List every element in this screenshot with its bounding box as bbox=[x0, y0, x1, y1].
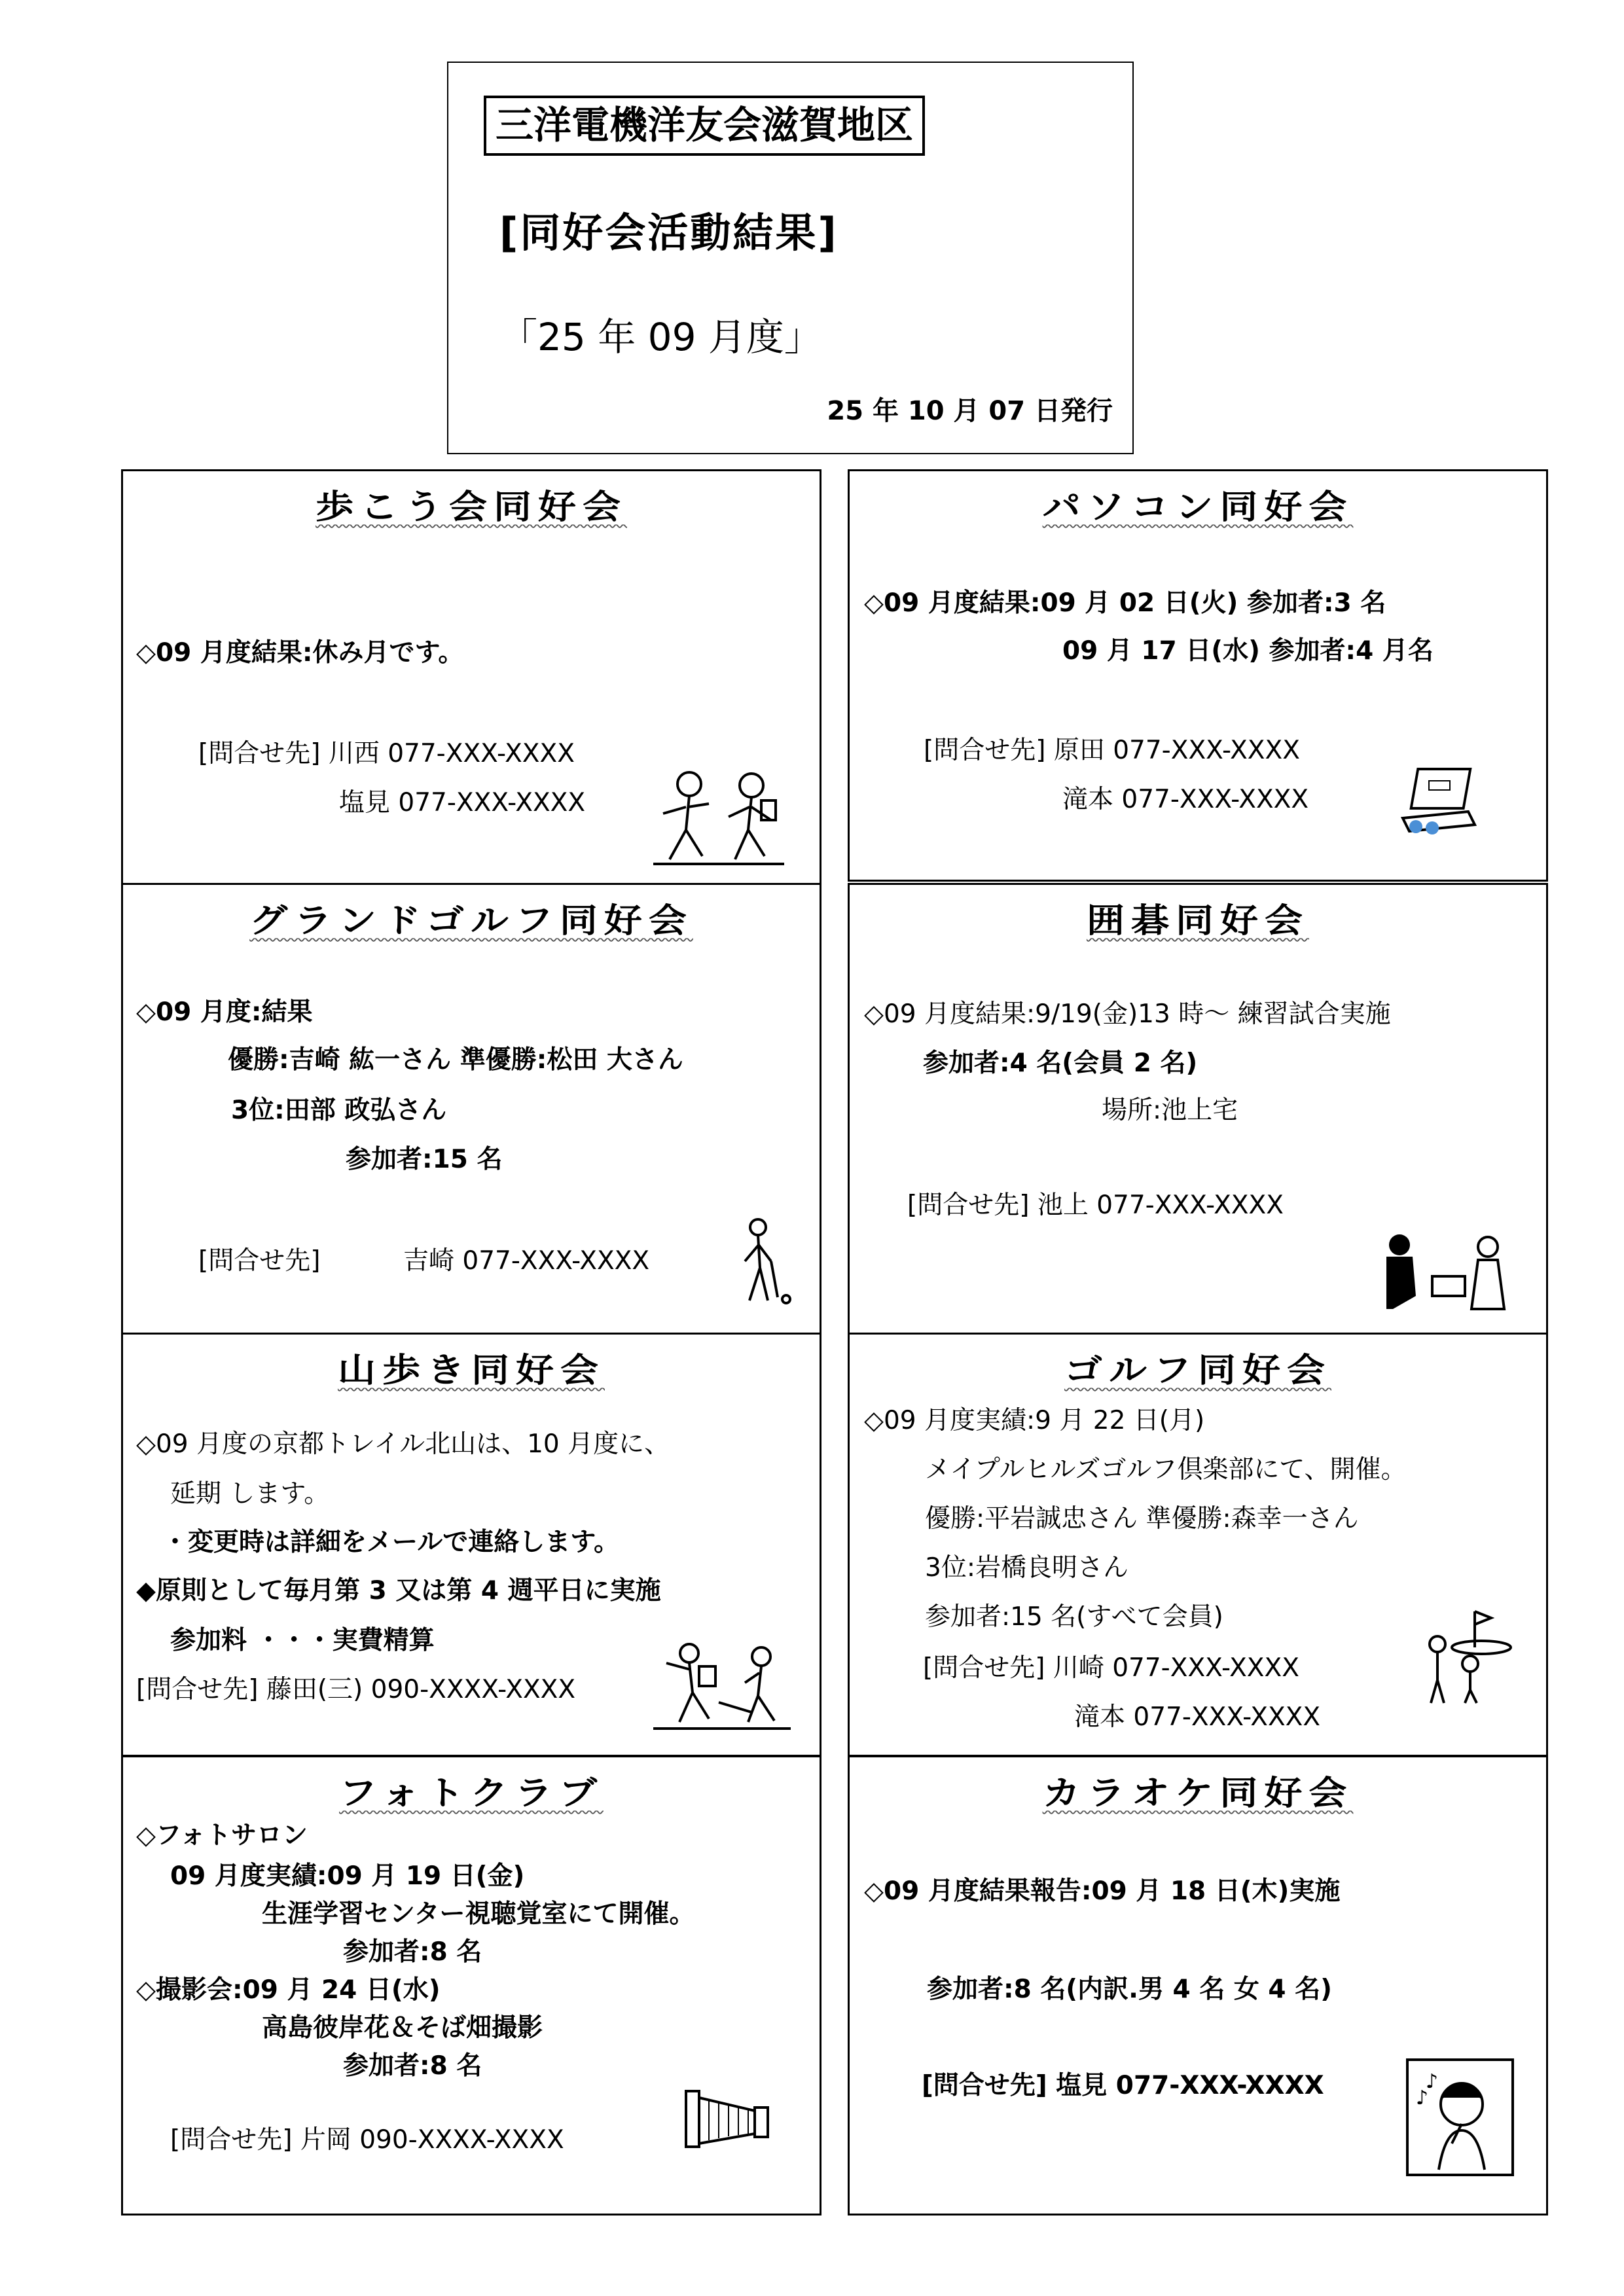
contact-line: [問合せ先] 藤田(三) 090-XXXX-XXXX bbox=[136, 1675, 576, 1704]
contact-line: [問合せ先] 川崎 077-XXX-XXXX bbox=[923, 1653, 1299, 1683]
result-line: 優勝:吉崎 紘一さん 準優勝:松田 大さん bbox=[228, 1045, 683, 1075]
club-title: パソコン同好会 bbox=[1042, 487, 1354, 527]
club-title: 囲碁同好会 bbox=[1086, 901, 1309, 941]
result-line: メイプルヒルズゴルフ倶楽部にて、開催。 bbox=[925, 1455, 1407, 1484]
participants-line: 参加者:15 名(すべて会員) bbox=[925, 1602, 1223, 1632]
section-line: ◇フォトサロン bbox=[136, 1821, 308, 1850]
walking-people-icon bbox=[650, 764, 787, 869]
contact-line: 塩見 077-XXX-XXXX bbox=[339, 788, 586, 817]
bellows-camera-icon bbox=[683, 2088, 774, 2153]
club-photo bbox=[121, 1755, 821, 2215]
svg-text:♪: ♪ bbox=[1426, 2070, 1439, 2093]
contact-line: [問合せ先] 原田 077-XXX-XXXX bbox=[924, 736, 1300, 765]
club-title: カラオケ同好会 bbox=[1042, 1773, 1354, 1813]
notice-line: 延期 します。 bbox=[170, 1479, 330, 1509]
result-line: 優勝:平岩誠忠さん 準優勝:森幸一さん bbox=[925, 1504, 1359, 1534]
notice-line: ◇09 月度の京都トレイル北山は、10 月度に、 bbox=[136, 1429, 670, 1459]
participants-line: 参加者:8 名(内訳.男 4 名 女 4 名) bbox=[927, 1975, 1332, 2004]
contact-line: 滝本 077-XXX-XXXX bbox=[1074, 1702, 1321, 1732]
result-line: ◇09 月度実績:9 月 22 日(月) bbox=[864, 1406, 1205, 1435]
result-line: 高島彼岸花＆そば畑撮影 bbox=[262, 2013, 543, 2043]
club-title: 歩こう会同好会 bbox=[315, 487, 627, 527]
club-golf bbox=[848, 1333, 1548, 1757]
club-title: ゴルフ同好会 bbox=[1064, 1350, 1331, 1390]
participants-line: 参加者:8 名 bbox=[343, 1937, 482, 1967]
svg-text:♪: ♪ bbox=[1416, 2087, 1429, 2109]
result-line: ◇09 月度結果:9/19(金)13 時～ 練習試合実施 bbox=[864, 999, 1391, 1029]
result-line: 09 月度実績:09 月 19 日(金) bbox=[170, 1861, 525, 1891]
result-line: ◇09 月度結果:09 月 02 日(火) 参加者:3 名 bbox=[864, 588, 1386, 618]
club-go bbox=[848, 883, 1548, 1335]
result-line: ◇09 月度:結果 bbox=[136, 997, 313, 1027]
golf-flag-icon bbox=[1419, 1608, 1517, 1706]
result-line: 3位:岩橋良明さん bbox=[925, 1553, 1128, 1583]
contact-line: 滝本 077-XXX-XXXX bbox=[1062, 785, 1309, 814]
organization-name: 三洋電機洋友会滋賀地区 bbox=[484, 96, 925, 156]
singer-icon bbox=[1406, 2058, 1514, 2176]
issue-date: 25 年 10 月 07 日発行 bbox=[827, 396, 1113, 426]
report-period: 「25 年 09 月度」 bbox=[499, 315, 822, 359]
notice-line: ・変更時は詳細をメールで連絡します。 bbox=[162, 1528, 620, 1557]
club-title: 山歩き同好会 bbox=[337, 1350, 605, 1390]
golfer-icon bbox=[735, 1215, 794, 1307]
go-players-icon bbox=[1380, 1230, 1511, 1316]
club-pc bbox=[848, 469, 1548, 882]
contact-line: [問合せ先] 片岡 090-XXXX-XXXX bbox=[170, 2125, 564, 2155]
contact-line: 吉崎 077-XXX-XXXX bbox=[403, 1246, 650, 1276]
club-karaoke bbox=[848, 1755, 1548, 2215]
place-line: 場所:池上宅 bbox=[1102, 1096, 1238, 1125]
result-line: ◇09 月度結果報告:09 月 18 日(木)実施 bbox=[864, 1876, 1341, 1906]
newsletter-header bbox=[447, 62, 1134, 454]
newsletter-subtitle: [同好会活動結果] bbox=[499, 209, 839, 257]
contact-line: [問合せ先] 川西 077-XXX-XXXX bbox=[198, 739, 575, 768]
result-line: 3位:田部 政弘さん bbox=[231, 1096, 447, 1125]
result-line: 09 月 17 日(水) 参加者:4 月名 bbox=[1062, 636, 1434, 666]
contact-line: [問合せ先] bbox=[198, 1246, 321, 1276]
club-ground-golf bbox=[121, 883, 821, 1335]
club-title: フォトクラブ bbox=[339, 1773, 604, 1813]
participants-line: 参加者:4 名(会員 2 名) bbox=[923, 1049, 1198, 1078]
club-mountain bbox=[121, 1333, 821, 1757]
laptop-icon bbox=[1390, 762, 1481, 841]
notice-line: ◆原則として毎月第 3 又は第 4 週平日に実施 bbox=[136, 1576, 661, 1605]
contact-line: [問合せ先] 塩見 077-XXX-XXXX bbox=[922, 2071, 1324, 2100]
fee-line: 参加料 ・・・実費精算 bbox=[170, 1626, 435, 1655]
club-title: グランドゴルフ同好会 bbox=[249, 901, 693, 941]
participants-line: 参加者:15 名 bbox=[346, 1145, 503, 1174]
club-walking bbox=[121, 469, 821, 885]
result-line: 生涯学習センター視聴覚室にて開催。 bbox=[262, 1899, 695, 1929]
participants-line: 参加者:8 名 bbox=[343, 2051, 482, 2081]
section-line: ◇撮影会:09 月 24 日(水) bbox=[136, 1975, 441, 2005]
hikers-icon bbox=[653, 1637, 791, 1735]
contact-line: [問合せ先] 池上 077-XXX-XXXX bbox=[907, 1191, 1284, 1220]
result-line: ◇09 月度結果:休み月です。 bbox=[136, 638, 464, 668]
